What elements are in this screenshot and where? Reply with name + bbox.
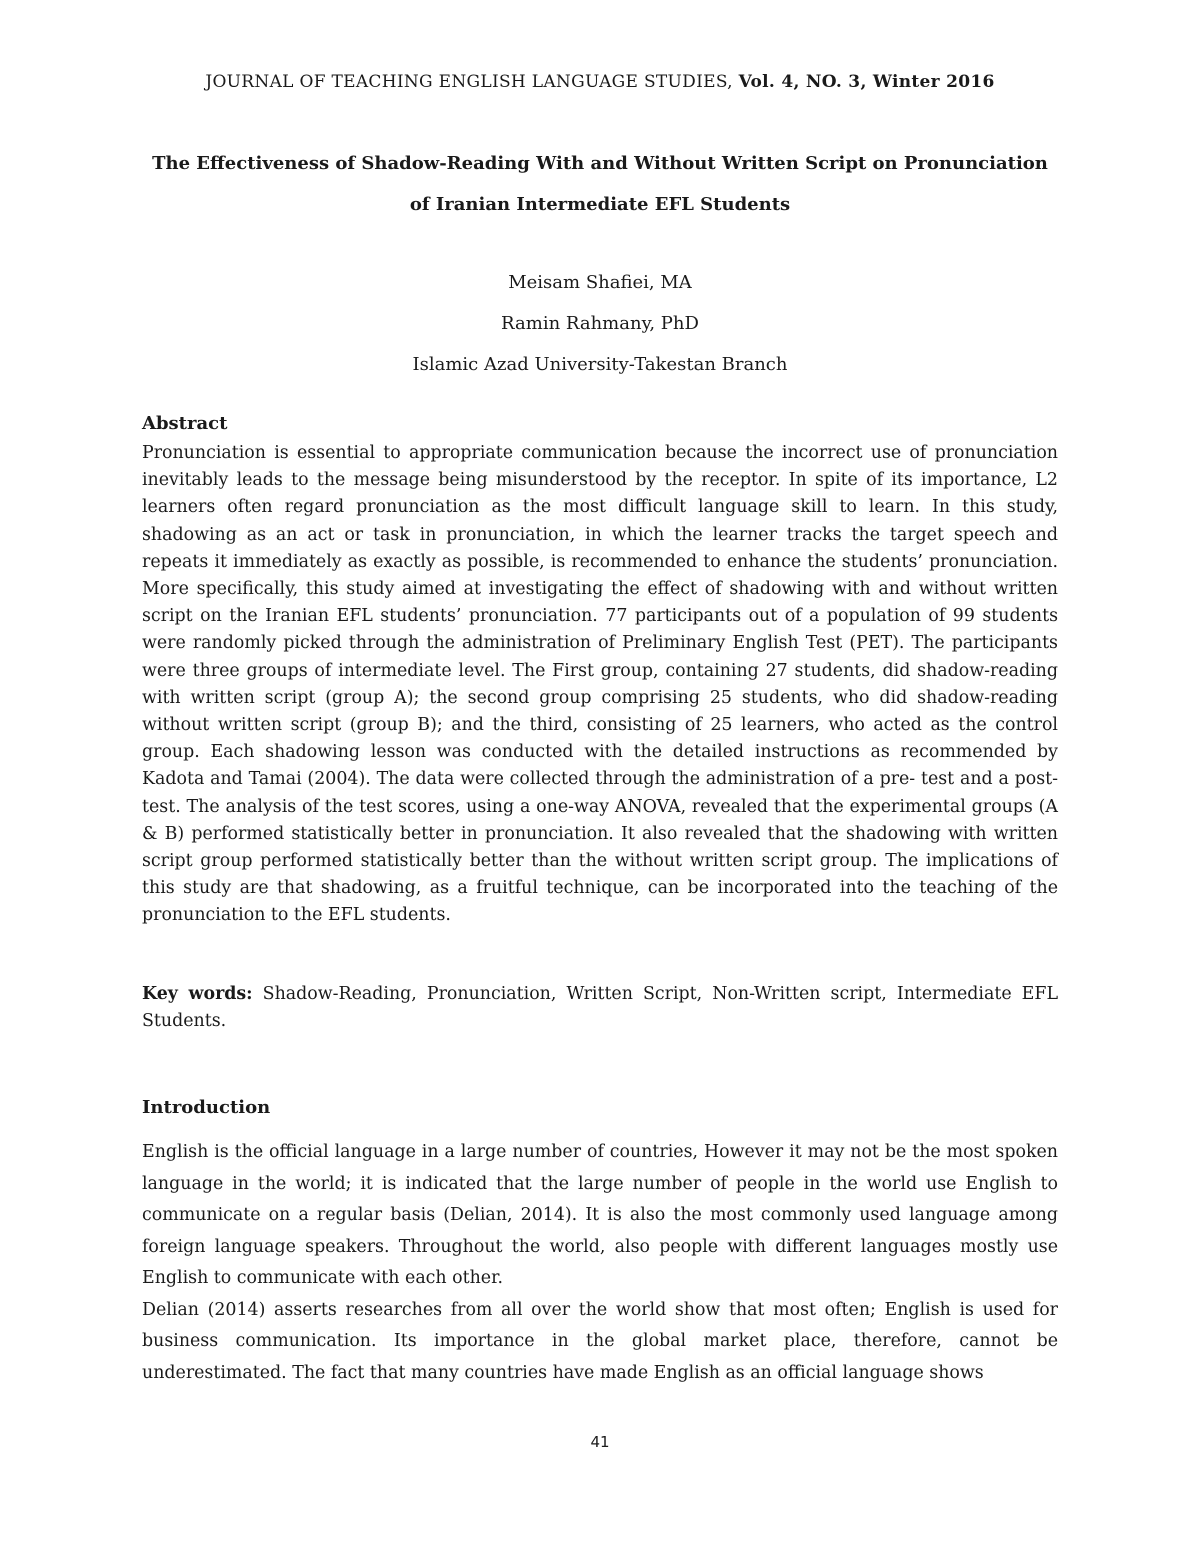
paper-title-line-1: The Effectiveness of Shadow-Reading With and Without Written Script on Pronunciation bbox=[152, 153, 1048, 174]
abstract-heading: Abstract bbox=[142, 413, 228, 434]
abstract-text: Pronunciation is essential to appropriate communication because the incorrect use of pronunciation inevitably leads to the message being misunderstood by the receptor. In spite of its importance, L2 learners often regard pronunciation as the most difficult language skill to learn. In this study, shadowing as an act or task in pronunciation, in which the learner tracks the target speech and repeats it immediately as exactly as possible, is recommended to enhance the students’ pronunciation. More specifically, this study aimed at investigating the effect of shadowing with and without written script on the Iranian EFL students’ pronunciation. 77 participants out of a population of 99 students were randomly picked through the administration of Preliminary English Test (PET). The participants were three groups of intermediate level. The First group, containing 27 students, did shadow-reading with written script (group A); the second group comprising 25 students, who did shadow-reading without written script (group B); and the third, consisting of 25 learners, who acted as the control group. Each shadowing lesson was conducted with the detailed instructions as recommended by Kadota and Tamai (2004). The data were collected through the administration of a pre- test and a post-test. The analysis of the test scores, using a one-way ANOVA, revealed that the experimental groups (A & B) performed statistically better in pronunciation. It also revealed that the shadowing with written script group performed statistically better than the without written script group. The implications of this study are that shadowing, as a fruitful technique, can be incorporated into the teaching of the pronunciation to the EFL students. bbox=[142, 443, 1058, 926]
author-block bbox=[0, 262, 1200, 385]
journal-name: JOURNAL OF TEACHING ENGLISH LANGUAGE STUDIES, bbox=[205, 72, 733, 92]
keywords-text: Shadow-Reading, Pronunciation, Written Script, Non-Written script, Intermediate EFL Students. bbox=[142, 984, 1058, 1032]
page-number: 41 bbox=[590, 1433, 610, 1451]
author-1: Meisam Shafiei, MA bbox=[508, 272, 692, 293]
introduction-body bbox=[142, 1137, 1058, 1389]
author-2: Ramin Rahmany, PhD bbox=[501, 313, 699, 334]
keywords bbox=[142, 981, 1058, 1035]
journal-header bbox=[0, 72, 1200, 92]
introduction-paragraph-2: Delian (2014) asserts researches from all over the world show that most often; English is used for business communication. Its importance in the global market place, therefore, cannot be underestimated. The fact that many countries have made English as an official language shows bbox=[142, 1299, 1058, 1383]
keywords-label: Key words: bbox=[142, 984, 253, 1004]
introduction-heading: Introduction bbox=[142, 1097, 271, 1118]
paper-title bbox=[80, 143, 1120, 225]
journal-issue: Vol. 4, NO. 3, Winter 2016 bbox=[738, 72, 995, 92]
paper-title-line-2: of Iranian Intermediate EFL Students bbox=[409, 194, 791, 215]
author-affiliation: Islamic Azad University-Takestan Branch bbox=[412, 354, 788, 375]
introduction-paragraph-1: English is the official language in a large number of countries, However it may not be the most spoken language in the world; it is indicated that the large number of people in the world use English to communicate on a regular basis (Delian, 2014). It is also the most commonly used language among foreign language speakers. Throughout the world, also people with different languages mostly use English to communicate with each other. bbox=[142, 1142, 1058, 1288]
